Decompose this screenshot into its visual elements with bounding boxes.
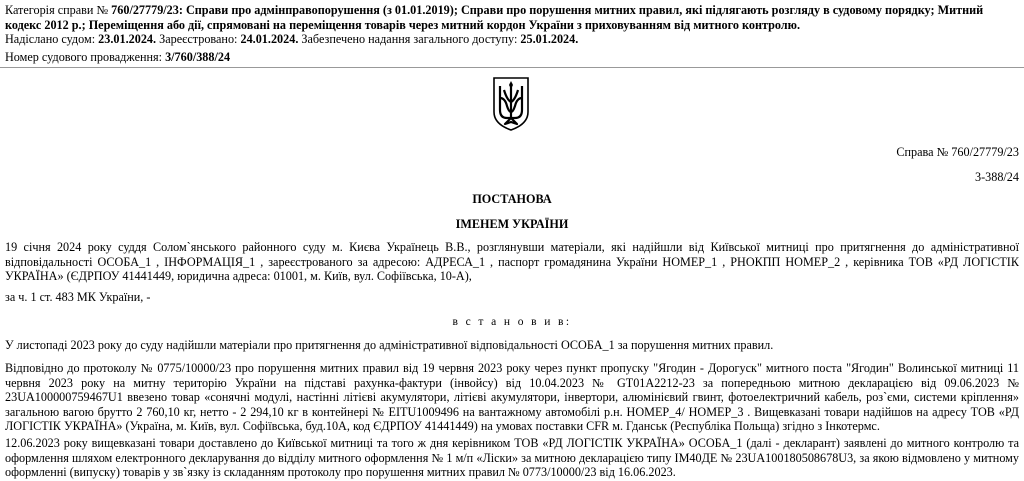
case-metadata: [5, 3, 1019, 64]
article-paragraph: за ч. 1 ст. 483 МК України, -: [5, 290, 151, 304]
divider: [0, 67, 1024, 68]
proceeding-short: 3-388/24: [974, 170, 1019, 184]
case-category-value: 760/27779/23: Справи про адмінправопорушення (з 01.01.2019); Справи про порушення митних правил, які підлягають розгляду в судовому порядку; Митний кодекс 2012 р.; Переміщення або дії, спрямовані на переміщення товарів через митний кордон України з приховуванням від митного контролю.: [5, 3, 984, 32]
case-category: Категорія справи № 760/27779/23: Справи про адмінправопорушення (з 01.01.2019); Справи про порушення митних правил, які підлягають розгляду в судовому порядку; Митний кодекс 2012 р.; Переміщення або дії, спрямовані на переміщення товарів через митний кордон України з приховуванням від митного контролю.: [5, 3, 984, 32]
document-subtitle: ІМЕНЕМ УКРАЇНИ: [455, 217, 569, 231]
document-title: ПОСТАНОВА: [472, 192, 552, 206]
trident-icon: [490, 76, 532, 132]
access-date: 25.01.2024.: [520, 32, 579, 46]
established-heading: в с т а н о в и в:: [452, 316, 572, 328]
registered-date: 24.01.2024.: [240, 32, 299, 46]
paragraph-2: Відповідно до протоколу № 0775/10000/23 про порушення митних правил від 19 червня 2023 року через пункт пропуску "Ягодин - Дорогуск" митного поста "Ягодин" Волинської митниці 11 червня 2023 року на митну територію України на підставі рахунка-фактури (інвойсу) від 10.04.2023 № GT01A2212-23 за попередньою митною декларацією від 09.06.2023 № 23UA100000759467U1 ввезено товар «сонячні модулі, настінні літієві акумулятори, літієві акумулятори, інвертори, алюмінієвий гвинт, фотоелектричний кабель, роз`єми, системи кріплення» загальною вагою брутто 2 760,10 кг, нетто - 2 294,10 кг в контейнері № EITU1009496 на вантажному автомобілі р.н. НОМЕР_4/ НОМЕР_3 . Вищевказані товари надійшов на адресу ТОВ «РД ЛОГІСТІК УКРАЇНА» (Україна, м. Київ, вул. Софіївська, буд.10А, код ЄДРПОУ 41441449) на умовах поставки CFR м. Гданськ (Республіка Польща) згідно з Інкотермс.: [5, 361, 1019, 433]
case-dates: Надіслано судом: 23.01.2024. Зареєстровано: 24.01.2024. Забезпечено надання загального доступу: 25.01.2024.: [5, 32, 579, 46]
case-number: Справа № 760/27779/23: [896, 145, 1019, 159]
intro-paragraph: 19 січня 2024 року суддя Солом`янського районного суду м. Києва Українець В.В., розглянувши матеріали, які надійшли від Київської митниці про притягнення до адміністративної відповідальності ОСОБА_1 , ІНФОРМАЦІЯ_1 , зареєстрованого за адресою: АДРЕСА_1 , паспорт громадянина України НОМЕР_1 , РНОКПП НОМЕР_2 , керівника ТОВ «РД ЛОГІСТІК УКРАЇНА» (ЄДРПОУ 41441449, юридична адреса: 01001, м. Київ, вул. Софіївська, 10-А),: [5, 240, 1019, 283]
paragraph-1: У листопаді 2023 року до суду надійшли матеріали про притягнення до адміністративної відповідальності ОСОБА_1 за порушення митних правил.: [5, 338, 774, 352]
paragraph-3: 12.06.2023 року вищевказані товари доставлено до Київської митниці та того ж дня керівником ТОВ «РД ЛОГІСТІК УКРАЇНА» ОСОБА_1 (далі - декларант) заявлені до митного контролю та оформлення шляхом електронного декларування до відділу митного оформлення № 1 м/п «Ліски» за митною декларацією типу ІМ40ДЕ № 23UA100180508678U3, за якою відмовлено у митному оформленні (випуску) товарів у зв`язку із складанням протоколу про порушення митних правил № 0773/10000/23 від 16.06.2023.: [5, 436, 1019, 479]
proceeding-number: Номер судового провадження: 3/760/388/24: [5, 49, 231, 64]
sent-date: 23.01.2024.: [98, 32, 157, 46]
